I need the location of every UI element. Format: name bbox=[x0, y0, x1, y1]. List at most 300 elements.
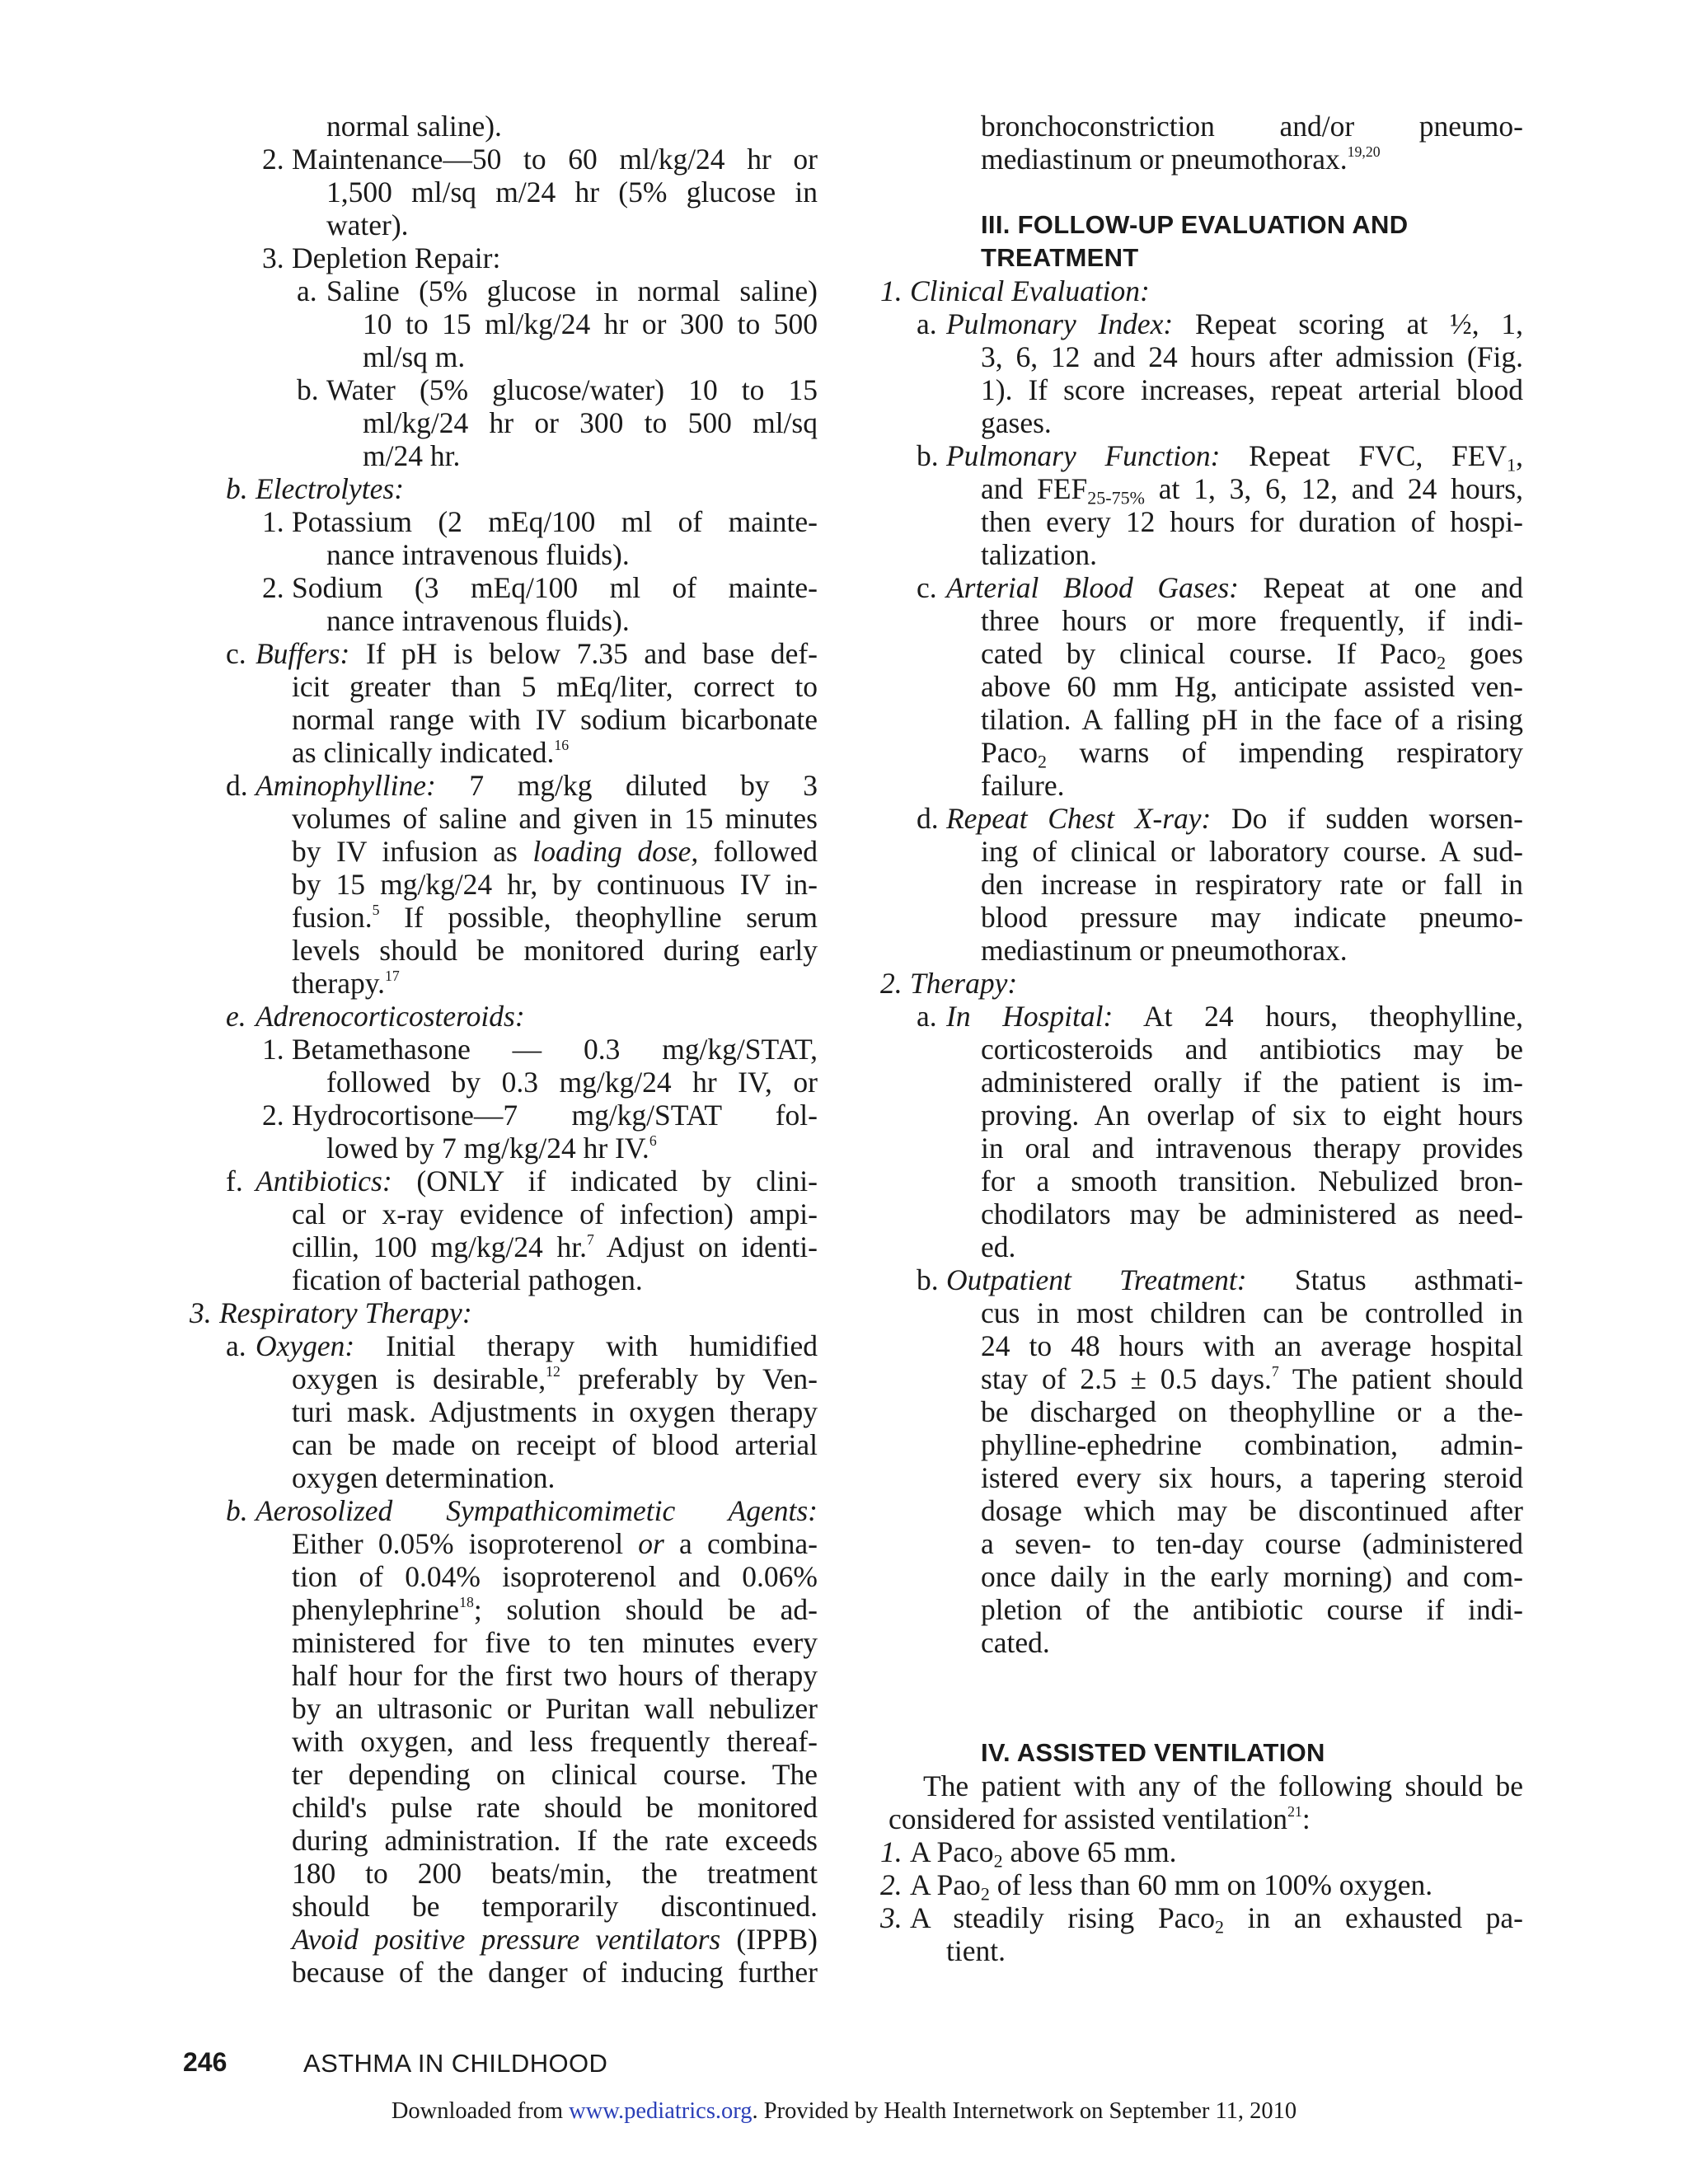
text-line bbox=[183, 1165, 818, 1197]
line-body: If pH is below 7.35 and base def- bbox=[349, 637, 818, 670]
line-body: ed. bbox=[981, 1230, 1016, 1263]
line-body-cont: preferably by Ven- bbox=[560, 1362, 818, 1395]
line-text bbox=[889, 1099, 1523, 1132]
text-line bbox=[183, 1626, 818, 1659]
text-line bbox=[889, 1099, 1523, 1132]
text-line bbox=[889, 406, 1523, 439]
right-column bbox=[880, 110, 1524, 1967]
line-body: by IV infusion as bbox=[292, 835, 533, 868]
line-text bbox=[889, 373, 1523, 406]
text-line bbox=[183, 1923, 818, 1956]
line-text bbox=[183, 373, 818, 406]
text-line bbox=[183, 307, 818, 340]
line-body: above 60 mm Hg, anticipate assisted ven- bbox=[981, 670, 1523, 703]
line-body: cated by clinical course. If Paco bbox=[981, 637, 1437, 670]
line-body: Aerosolized Sympathicomimetic Agents: bbox=[256, 1494, 818, 1527]
text-line bbox=[880, 274, 1523, 307]
line-body: nance intravenous fluids). bbox=[326, 604, 630, 637]
text-line bbox=[183, 604, 818, 637]
line-text bbox=[183, 1725, 818, 1758]
line-text bbox=[889, 1428, 1523, 1461]
line-text bbox=[183, 967, 818, 1000]
line-body-cont: above 65 mm. bbox=[1002, 1835, 1177, 1868]
line-text bbox=[889, 901, 1523, 934]
italic-lead: Pulmonary Function: bbox=[946, 439, 1221, 472]
line-text bbox=[889, 571, 1523, 604]
line-body: tilation. A falling pH in the face of a rising bbox=[981, 703, 1523, 736]
list-marker: c. bbox=[917, 571, 937, 604]
line-body: Do if sudden worsen- bbox=[1211, 802, 1524, 835]
line-text bbox=[183, 1395, 818, 1428]
line-body: A steadily rising Paco bbox=[910, 1901, 1215, 1934]
line-text bbox=[183, 1527, 818, 1560]
line-body: Hydrocortisone—7 mg/kg/STAT fol- bbox=[292, 1099, 818, 1132]
download-link[interactable]: www.pediatrics.org bbox=[569, 2098, 753, 2124]
line-body: fication of bacterial pathogen. bbox=[292, 1263, 643, 1296]
text-line bbox=[889, 1230, 1523, 1263]
line-body: therapy. bbox=[292, 967, 386, 1000]
reference-superscript: 6 bbox=[649, 1132, 657, 1149]
text-line bbox=[889, 868, 1523, 901]
line-body: a seven- to ten-day course (administered bbox=[981, 1527, 1523, 1560]
text-line bbox=[183, 176, 818, 209]
line-body-cont: Adjust on identi- bbox=[593, 1230, 818, 1263]
text-line bbox=[889, 110, 1523, 143]
list-marker: d. bbox=[226, 769, 248, 802]
line-body: for a smooth transition. Nebulized bron- bbox=[981, 1165, 1523, 1197]
text-line bbox=[183, 1824, 818, 1857]
reference-superscript: 18 bbox=[459, 1593, 474, 1610]
text-line bbox=[183, 373, 818, 406]
line-text bbox=[183, 1692, 818, 1725]
text-line bbox=[183, 934, 818, 967]
text-line bbox=[889, 835, 1523, 868]
line-text bbox=[889, 604, 1523, 637]
reference-superscript: 17 bbox=[385, 967, 400, 984]
line-body: Potassium (2 mEq/100 ml of mainte- bbox=[292, 505, 818, 538]
line-body: corticosteroids and antibiotics may be bbox=[981, 1033, 1523, 1066]
line-text bbox=[183, 439, 818, 472]
line-text bbox=[183, 736, 818, 769]
text-line bbox=[183, 143, 818, 176]
download-note bbox=[0, 2098, 1688, 2125]
line-body: child's pulse rate should be monitored bbox=[292, 1791, 818, 1824]
line-body: talization. bbox=[981, 538, 1097, 571]
text-line bbox=[183, 439, 818, 472]
line-body: and FEF bbox=[981, 472, 1088, 505]
italic-lead: In Hospital: bbox=[946, 1000, 1114, 1033]
spacer bbox=[889, 1704, 1523, 1736]
line-text bbox=[183, 934, 818, 967]
line-text bbox=[889, 307, 1523, 340]
list-marker: b. bbox=[297, 373, 319, 406]
line-text bbox=[183, 769, 818, 802]
text-line bbox=[183, 1527, 818, 1560]
italic-lead: Buffers: bbox=[256, 637, 350, 670]
line-body: 1). If score increases, repeat arterial blood bbox=[981, 373, 1523, 406]
list-marker: e. bbox=[226, 1000, 246, 1033]
text-line bbox=[183, 1890, 818, 1923]
text-line bbox=[183, 274, 818, 307]
line-text bbox=[889, 1263, 1523, 1296]
subscript: 2 bbox=[993, 1850, 1003, 1872]
text-line bbox=[889, 769, 1523, 802]
text-line bbox=[889, 439, 1523, 476]
line-text bbox=[889, 1769, 1523, 1802]
line-text bbox=[183, 1428, 818, 1461]
line-text bbox=[183, 1791, 818, 1824]
line-text bbox=[183, 1132, 818, 1165]
text-line bbox=[889, 1132, 1523, 1165]
line-body: ing of clinical or laboratory course. A sud- bbox=[981, 835, 1523, 868]
line-text bbox=[183, 703, 818, 736]
line-text bbox=[183, 868, 818, 901]
text-line bbox=[183, 736, 818, 769]
line-text bbox=[183, 637, 818, 670]
line-text bbox=[889, 1132, 1523, 1165]
line-body-cont: followed bbox=[698, 835, 818, 868]
line-body: A Paco bbox=[910, 1835, 994, 1868]
line-text bbox=[183, 1066, 818, 1099]
text-line bbox=[183, 1461, 818, 1494]
line-text bbox=[183, 406, 818, 439]
text-line bbox=[183, 769, 818, 802]
line-body-cont: If possible, theophylline serum bbox=[379, 901, 818, 934]
line-body-cont: , bbox=[1516, 439, 1523, 472]
line-body: normal saline). bbox=[326, 110, 502, 143]
line-text bbox=[889, 472, 1523, 509]
line-body: icit greater than 5 mEq/liter, correct to bbox=[292, 670, 818, 703]
line-text bbox=[889, 1197, 1523, 1230]
text-line bbox=[889, 1428, 1523, 1461]
spacer bbox=[889, 1659, 1523, 1704]
running-title: ASTHMA IN CHILDHOOD bbox=[303, 2049, 608, 2078]
line-body-cont: warns of impending respiratory bbox=[1047, 736, 1523, 769]
list-marker: a. bbox=[226, 1329, 246, 1362]
text-line bbox=[889, 538, 1523, 571]
line-text bbox=[183, 1461, 818, 1494]
line-text bbox=[889, 143, 1523, 176]
line-body: Respiratory Therapy: bbox=[219, 1296, 472, 1329]
line-body: ter depending on clinical course. The bbox=[292, 1758, 818, 1791]
line-text bbox=[889, 1395, 1523, 1428]
line-text bbox=[889, 1230, 1523, 1263]
list-marker: 3. bbox=[262, 241, 284, 274]
line-text bbox=[183, 176, 818, 209]
text-line bbox=[183, 1362, 818, 1395]
line-body: Electrolytes: bbox=[256, 472, 405, 505]
line-body: Either 0.05% isoproterenol bbox=[292, 1527, 639, 1560]
text-line bbox=[183, 637, 818, 670]
text-line bbox=[889, 472, 1523, 509]
line-body-cont: in an exhausted pa- bbox=[1223, 1901, 1523, 1934]
text-line bbox=[183, 703, 818, 736]
text-line bbox=[183, 1791, 818, 1824]
line-text bbox=[183, 901, 818, 934]
list-marker: 1. bbox=[262, 1033, 284, 1066]
line-text bbox=[183, 538, 818, 571]
line-body: Betamethasone — 0.3 mg/kg/STAT, bbox=[292, 1033, 818, 1066]
line-text bbox=[889, 538, 1523, 571]
text-line bbox=[183, 1329, 818, 1362]
line-text bbox=[889, 505, 1523, 538]
text-line bbox=[889, 1769, 1523, 1802]
list-marker: d. bbox=[917, 802, 939, 835]
line-body: blood pressure may indicate pneumo- bbox=[981, 901, 1523, 934]
reference-superscript: 19,20 bbox=[1347, 143, 1381, 160]
reference-superscript: 7 bbox=[1271, 1362, 1279, 1380]
line-body: bronchoconstriction and/or pneumo- bbox=[981, 110, 1523, 143]
line-text bbox=[889, 1934, 1523, 1967]
line-body: (ONLY if indicated by clini- bbox=[392, 1165, 818, 1197]
italic-lead: Avoid positive pressure ventilators bbox=[292, 1923, 721, 1956]
line-text bbox=[889, 736, 1523, 772]
text-line bbox=[889, 934, 1523, 967]
line-body: cillin, 100 mg/kg/24 hr. bbox=[292, 1230, 587, 1263]
line-body: cus in most children can be controlled in bbox=[981, 1296, 1523, 1329]
line-body: as clinically indicated. bbox=[292, 736, 555, 769]
line-text bbox=[889, 967, 1523, 1000]
text-line bbox=[889, 703, 1523, 736]
line-body: in oral and intravenous therapy provides bbox=[981, 1132, 1523, 1165]
line-body: Sodium (3 mEq/100 ml of mainte- bbox=[292, 571, 818, 604]
text-line bbox=[183, 1725, 818, 1758]
text-line bbox=[183, 868, 818, 901]
italic-phrase: or bbox=[638, 1527, 664, 1560]
line-text bbox=[183, 1593, 818, 1626]
text-line bbox=[183, 1494, 818, 1527]
text-line bbox=[889, 1593, 1523, 1626]
line-text bbox=[183, 1923, 818, 1956]
line-body: proving. An overlap of six to eight hours bbox=[981, 1099, 1523, 1132]
line-body: 3, 6, 12 and 24 hours after admission (Fig. bbox=[981, 340, 1523, 373]
line-body: mediastinum or pneumothorax. bbox=[981, 143, 1348, 176]
text-line bbox=[183, 209, 818, 241]
line-body: dosage which may be discontinued after bbox=[981, 1494, 1523, 1527]
line-body: oxygen determination. bbox=[292, 1461, 556, 1494]
line-body: Initial therapy with humidified bbox=[354, 1329, 818, 1362]
text-line bbox=[889, 1329, 1523, 1362]
line-body: administered orally if the patient is im- bbox=[981, 1066, 1523, 1099]
line-body: (IPPB) bbox=[720, 1923, 818, 1956]
line-text bbox=[889, 670, 1523, 703]
line-body: followed by 0.3 mg/kg/24 hr IV, or bbox=[326, 1066, 818, 1099]
text-line bbox=[183, 1296, 818, 1329]
left-column bbox=[183, 110, 818, 1989]
line-body: 10 to 15 ml/kg/24 hr or 300 to 500 bbox=[363, 307, 818, 340]
italic-lead: Pulmonary Index: bbox=[946, 307, 1174, 340]
line-text bbox=[183, 604, 818, 637]
line-text bbox=[889, 1066, 1523, 1099]
text-line bbox=[183, 1099, 818, 1132]
list-marker: 2. bbox=[262, 1099, 284, 1132]
line-text bbox=[889, 1461, 1523, 1494]
text-line bbox=[183, 1066, 818, 1099]
line-body: 24 to 48 hours with an average hospital bbox=[981, 1329, 1523, 1362]
text-line bbox=[183, 1197, 818, 1230]
text-line bbox=[183, 241, 818, 274]
subscript: 2 bbox=[980, 1883, 990, 1905]
line-body: half hour for the first two hours of therapy bbox=[292, 1659, 818, 1692]
line-body: gases. bbox=[981, 406, 1052, 439]
line-text bbox=[183, 1956, 818, 1989]
line-text bbox=[889, 1835, 1523, 1872]
text-line bbox=[183, 505, 818, 538]
line-body: At 24 hours, theophylline, bbox=[1113, 1000, 1523, 1033]
line-body: den increase in respiratory rate or fall in bbox=[981, 868, 1523, 901]
line-body: tient. bbox=[946, 1934, 1006, 1967]
text-line bbox=[889, 901, 1523, 934]
text-line bbox=[889, 1066, 1523, 1099]
line-body: with oxygen, and less frequently thereaf- bbox=[292, 1725, 818, 1758]
line-text bbox=[889, 1033, 1523, 1066]
list-marker: 3. bbox=[190, 1296, 212, 1329]
list-marker: b. bbox=[226, 1494, 248, 1527]
list-marker: 2. bbox=[262, 143, 284, 176]
line-body: chodilators may be administered as need- bbox=[981, 1197, 1523, 1230]
line-body-cont: at 1, 3, 6, 12, and 24 hours, bbox=[1144, 472, 1523, 505]
line-text bbox=[183, 1758, 818, 1791]
line-text bbox=[183, 340, 818, 373]
line-body: once daily in the early morning) and com- bbox=[981, 1560, 1523, 1593]
text-line bbox=[183, 802, 818, 835]
section-heading: III. FOLLOW-UP EVALUATION AND bbox=[981, 210, 1409, 239]
text-line bbox=[183, 901, 818, 934]
line-body-cont: ; solution should be ad- bbox=[473, 1593, 818, 1626]
subscript: 2 bbox=[1437, 652, 1447, 673]
line-body: oxygen is desirable, bbox=[292, 1362, 546, 1395]
text-line bbox=[183, 670, 818, 703]
line-text bbox=[889, 1868, 1523, 1905]
subscript: 2 bbox=[1038, 751, 1048, 772]
italic-lead: Outpatient Treatment: bbox=[946, 1263, 1247, 1296]
text-line bbox=[183, 472, 818, 505]
italic-phrase: loading dose, bbox=[532, 835, 699, 868]
list-marker: b. bbox=[917, 1263, 939, 1296]
text-line bbox=[889, 1197, 1523, 1230]
section-heading: IV. ASSISTED VENTILATION bbox=[981, 1738, 1325, 1767]
subscript: 25-75% bbox=[1087, 487, 1145, 509]
list-marker: c. bbox=[226, 637, 246, 670]
line-body: Depletion Repair: bbox=[292, 241, 501, 274]
reference-superscript: 21 bbox=[1287, 1802, 1302, 1820]
line-body: tion of 0.04% isoproterenol and 0.06% bbox=[292, 1560, 818, 1593]
text-line bbox=[889, 340, 1523, 373]
text-line bbox=[183, 1263, 818, 1296]
line-text bbox=[889, 1560, 1523, 1593]
line-text bbox=[183, 1296, 818, 1329]
line-text bbox=[889, 1901, 1523, 1938]
text-line bbox=[183, 406, 818, 439]
text-line bbox=[889, 736, 1523, 772]
line-text bbox=[889, 1802, 1523, 1835]
list-marker: 3. bbox=[880, 1901, 903, 1934]
line-text bbox=[889, 1329, 1523, 1362]
italic-lead: Antibiotics: bbox=[256, 1165, 392, 1197]
text-line bbox=[889, 637, 1523, 673]
line-body: Adrenocorticosteroids: bbox=[256, 1000, 525, 1033]
text-line bbox=[183, 1758, 818, 1791]
list-marker: 1. bbox=[880, 1835, 903, 1868]
text-line bbox=[889, 571, 1523, 604]
text-line bbox=[889, 1296, 1523, 1329]
text-line bbox=[889, 1165, 1523, 1197]
line-body-cont: goes bbox=[1446, 637, 1523, 670]
line-text bbox=[889, 835, 1523, 868]
line-text bbox=[183, 1494, 818, 1527]
line-body: ml/sq m. bbox=[363, 340, 466, 373]
text-line bbox=[880, 1901, 1523, 1938]
line-body: normal range with IV sodium bicarbonate bbox=[292, 703, 818, 736]
list-marker: 1. bbox=[880, 274, 903, 307]
italic-lead: Arterial Blood Gases: bbox=[946, 571, 1239, 604]
line-text bbox=[889, 1527, 1523, 1560]
text-line bbox=[889, 604, 1523, 637]
line-text bbox=[889, 406, 1523, 439]
line-body: Repeat scoring at ½, 1, bbox=[1173, 307, 1524, 340]
line-text bbox=[889, 1165, 1523, 1197]
line-body: during administration. If the rate exceeds bbox=[292, 1824, 818, 1857]
line-body: stay of 2.5 ± 0.5 days. bbox=[981, 1362, 1272, 1395]
download-suffix: . Provided by Health Internetwork on September 11, 2010 bbox=[752, 2098, 1297, 2124]
line-body: The patient with any of the following should be bbox=[923, 1769, 1523, 1802]
line-text bbox=[889, 1362, 1523, 1395]
line-text bbox=[889, 769, 1523, 802]
subscript: 2 bbox=[1214, 1916, 1224, 1938]
line-body: should be temporarily discontinued. bbox=[292, 1890, 818, 1923]
text-line bbox=[183, 1132, 818, 1165]
text-line bbox=[889, 802, 1523, 835]
list-marker: 2. bbox=[880, 1868, 903, 1901]
text-line bbox=[889, 1395, 1523, 1428]
text-line bbox=[183, 1000, 818, 1033]
line-body: by an ultrasonic or Puritan wall nebulizer bbox=[292, 1692, 818, 1725]
line-body: mediastinum or pneumothorax. bbox=[981, 934, 1348, 967]
text-line bbox=[183, 1692, 818, 1725]
text-line bbox=[183, 1560, 818, 1593]
line-body: phenylephrine bbox=[292, 1593, 460, 1626]
line-text bbox=[889, 274, 1523, 307]
italic-lead: Aminophylline: bbox=[256, 769, 436, 802]
text-line bbox=[183, 967, 818, 1000]
line-body: Repeat FVC, FEV bbox=[1220, 439, 1507, 472]
line-body: phylline-ephedrine combination, admin- bbox=[981, 1428, 1523, 1461]
line-text bbox=[183, 835, 818, 868]
line-text bbox=[183, 1362, 818, 1395]
text-line bbox=[183, 1230, 818, 1263]
line-text bbox=[183, 1165, 818, 1197]
reference-superscript: 7 bbox=[586, 1230, 594, 1248]
line-body: by 15 mg/kg/24 hr, by continuous IV in- bbox=[292, 868, 818, 901]
list-marker: 2. bbox=[880, 967, 903, 1000]
line-body-cont: The patient should bbox=[1278, 1362, 1523, 1395]
line-body: turi mask. Adjustments in oxygen therapy bbox=[292, 1395, 818, 1428]
line-body: Water (5% glucose/water) 10 to 15 bbox=[326, 373, 818, 406]
text-line bbox=[880, 1868, 1523, 1905]
line-body: ministered for five to ten minutes every bbox=[292, 1626, 818, 1659]
list-marker: b. bbox=[917, 439, 939, 472]
line-text bbox=[183, 274, 818, 307]
section-heading: TREATMENT bbox=[981, 243, 1139, 272]
list-marker: a. bbox=[917, 307, 937, 340]
list-marker: 1. bbox=[262, 505, 284, 538]
text-line bbox=[889, 1494, 1523, 1527]
line-body: 1,500 ml/sq m/24 hr (5% glucose in bbox=[326, 176, 818, 209]
line-text bbox=[183, 1197, 818, 1230]
line-text bbox=[183, 1329, 818, 1362]
text-line bbox=[889, 143, 1523, 176]
text-line bbox=[880, 1835, 1523, 1872]
